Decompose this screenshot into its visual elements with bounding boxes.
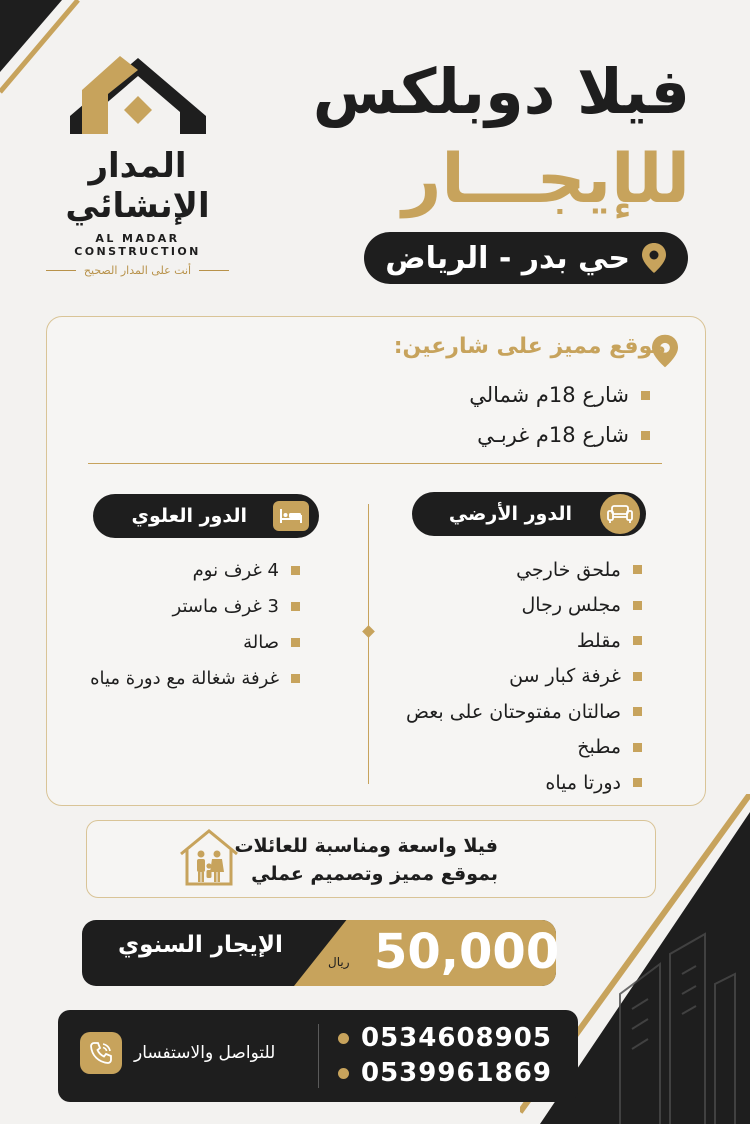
list-item: 3 غرف ماستر [90,588,300,624]
upper-floor-label: الدور العلوي [131,505,247,527]
headline-for-rent: للإيجـــار [402,140,690,219]
divider [318,1024,319,1088]
divider [88,463,662,464]
ground-floor-list [406,552,642,801]
list-item: مجلس رجال [406,588,642,624]
ground-floor-header [412,492,646,536]
sofa-icon [600,494,640,534]
streets-heading: موقع مميز على شارعين: [393,334,666,359]
list-item: غرفة كبار سن [406,659,642,695]
contact-label: للتواصل والاستفسار [134,1043,276,1063]
location-badge [364,232,688,284]
brand-logo [30,50,245,277]
list-item: شارع 18م شمالي [469,375,650,415]
list-item: مطبخ [406,730,642,766]
phone-number-1[interactable]: 0534608905 [338,1023,552,1053]
house-roof-logo-icon [68,50,208,140]
headline-villa-duplex: فيلا دوبلكس [312,55,690,128]
brand-name-english: AL MADAR CONSTRUCTION [74,232,201,258]
list-item: 4 غرف نوم [90,552,300,588]
streets-list [469,375,650,455]
ground-floor-label: الدور الأرضي [448,503,572,525]
list-item: مقلط [406,623,642,659]
brand-tagline: أنت على المدار الصحيح [30,264,245,277]
list-item: صالتان مفتوحتان على بعض [406,694,642,730]
brand-name-arabic: المدار الإنشائي [65,146,210,226]
upper-floor-header [93,494,319,538]
list-item: ملحق خارجي [406,552,642,588]
list-item: شارع 18م غربـي [469,415,650,455]
annual-rent-label: الإيجار السنوي [118,932,283,958]
list-item: دورتا مياه [406,765,642,801]
upper-floor-list [90,552,300,696]
family-house-icon [178,828,240,886]
family-description: فيلا واسعة ومناسبة للعائلات بموقع مميز وتصميم عملي [234,835,498,885]
phone-number-2[interactable]: 0539961869 [338,1058,552,1088]
map-pin-icon [642,243,666,273]
bed-icon [273,501,309,531]
phone-icon[interactable] [80,1032,122,1074]
currency-label: ريال [328,955,350,969]
list-item: غرفة شغالة مع دورة مياه [90,660,300,696]
annual-rent-amount: 50,000 [374,924,560,980]
list-item: صالة [90,624,300,660]
location-text: حي بدر - الرياض [385,240,630,276]
divider [368,504,369,784]
